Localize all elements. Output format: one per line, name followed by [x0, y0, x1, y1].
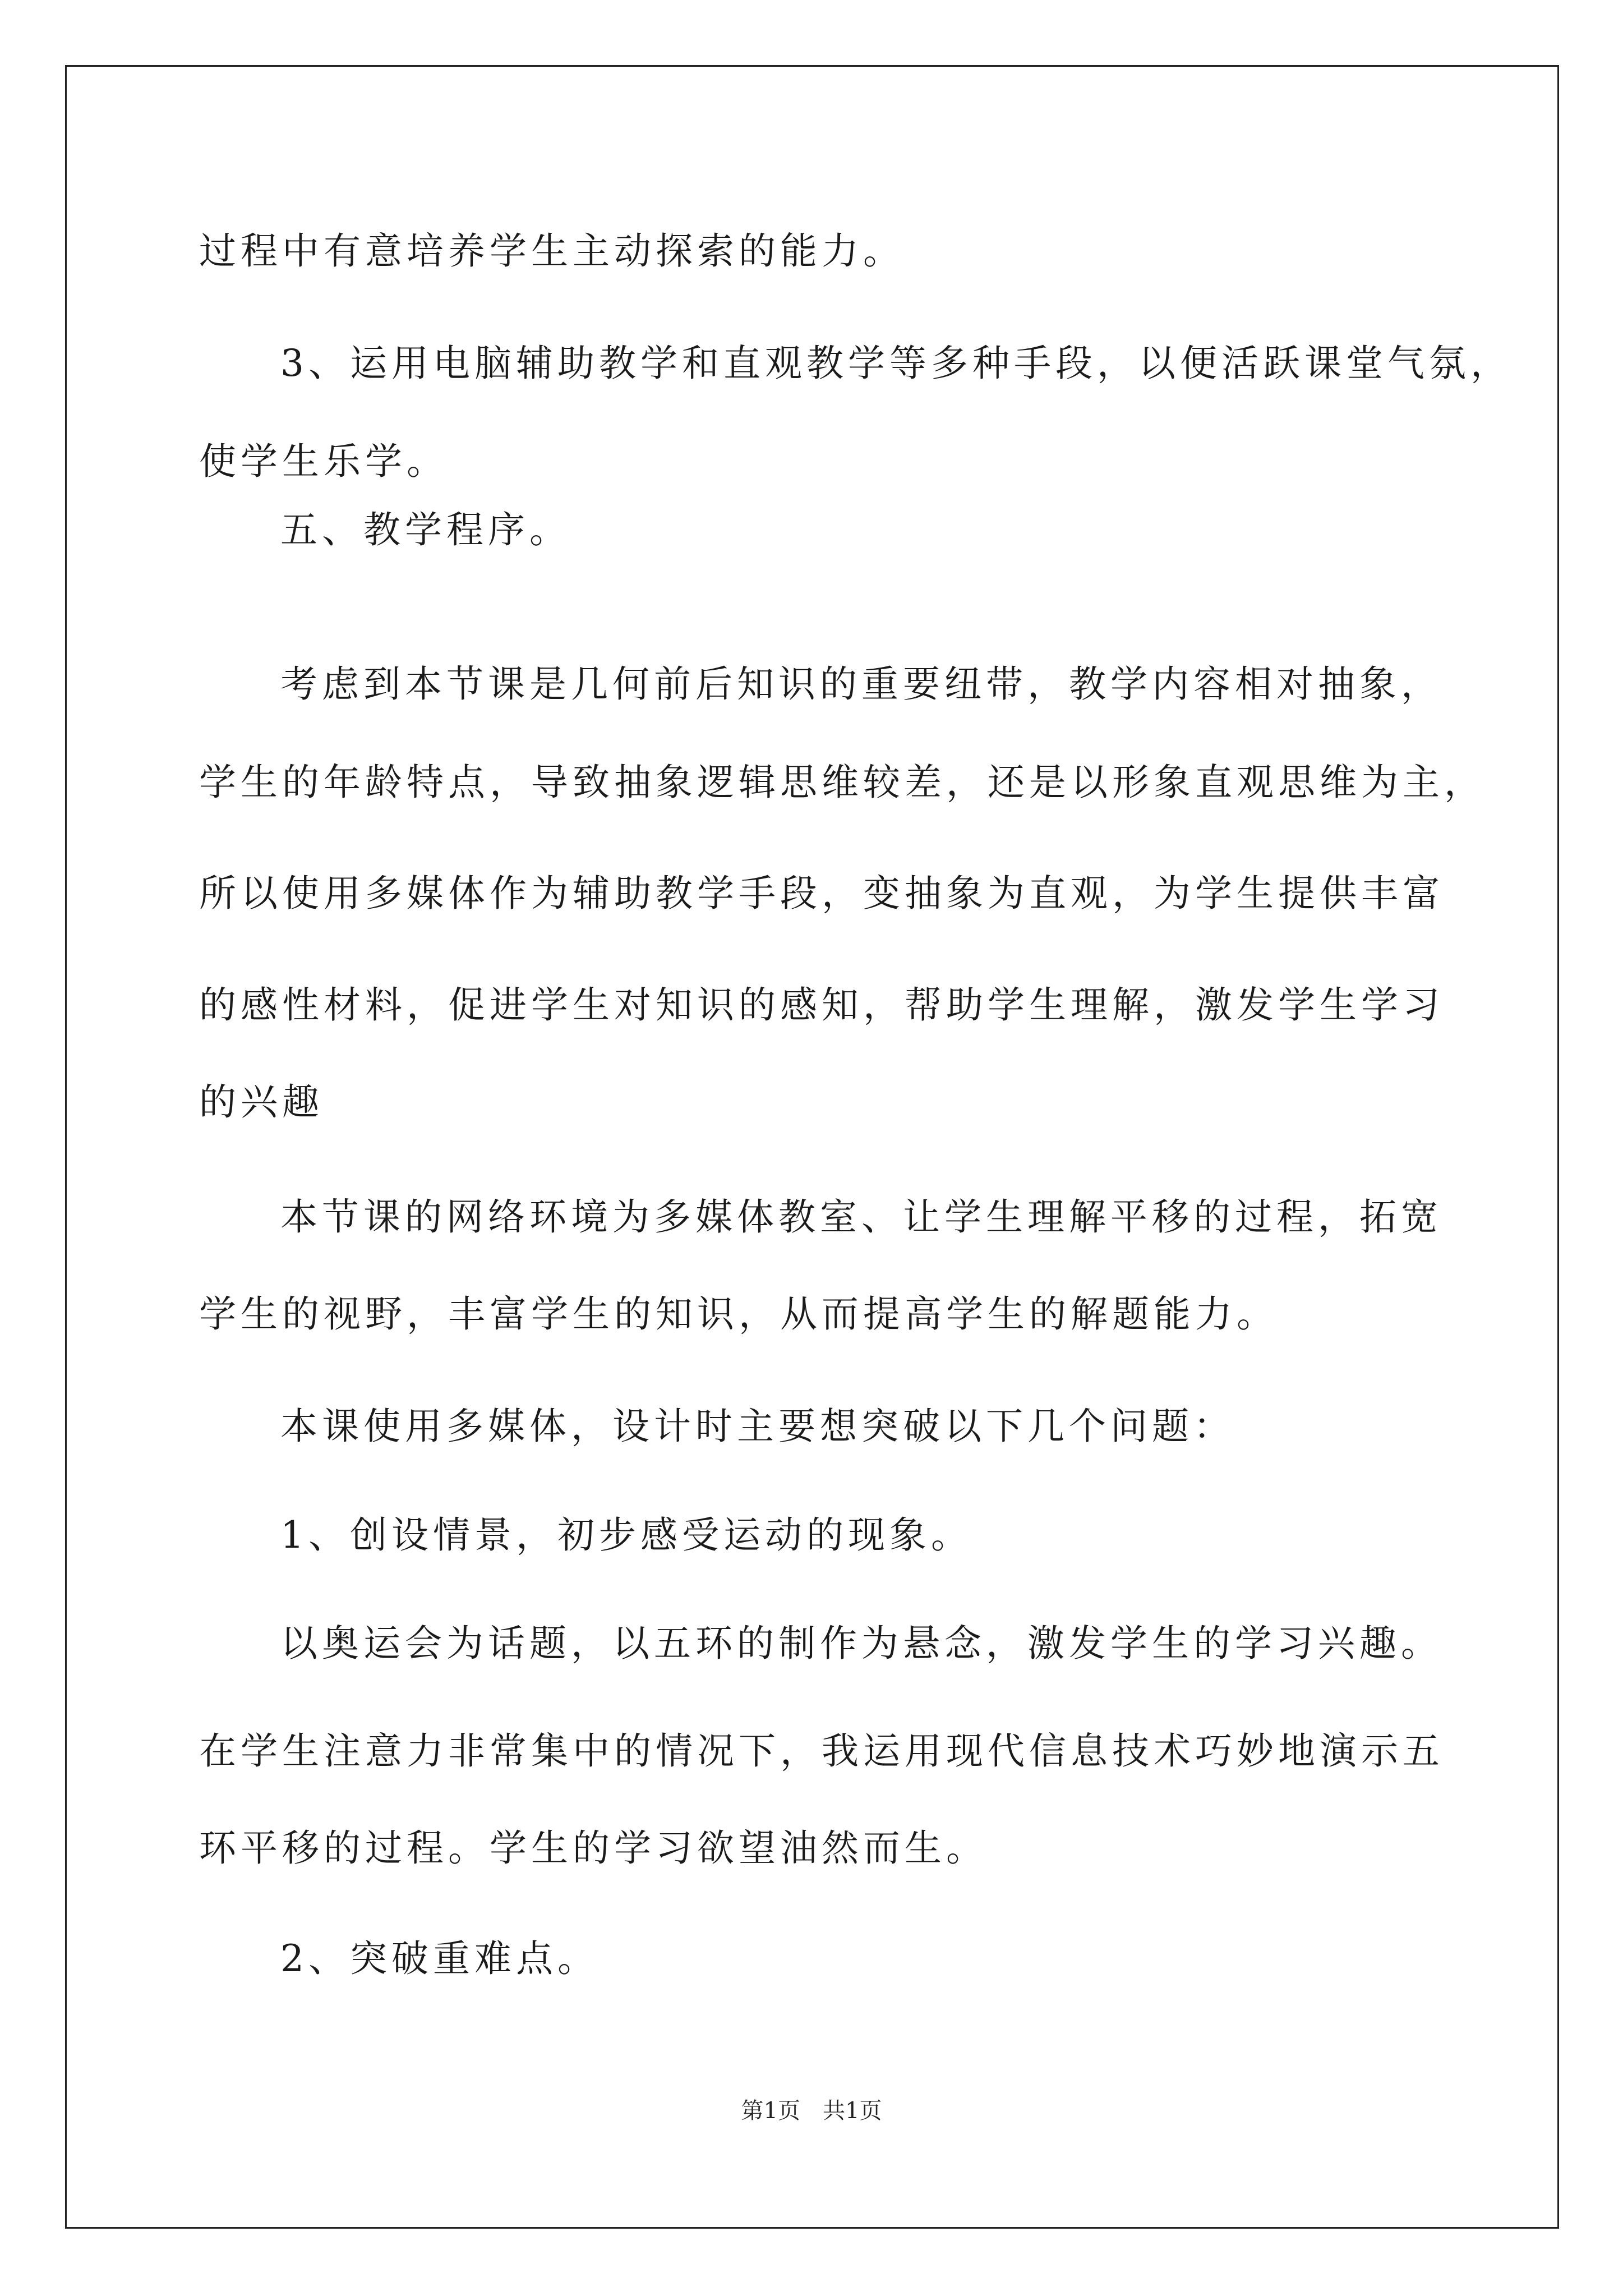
text-line: 本课使用多媒体，设计时主要想突破以下几个问题： — [280, 1405, 1235, 1448]
text-line: 学生的视野，丰富学生的知识，从而提高学生的解题能力。 — [199, 1292, 1278, 1336]
text-line: 1、创设情景，初步感受运动的现象。 — [280, 1513, 972, 1557]
page-footer: 第1页 共1页 — [741, 2098, 882, 2124]
text-line: 使学生乐学。 — [199, 440, 448, 483]
text-line: 2、突破重难点。 — [280, 1937, 599, 1980]
text-line: 所以使用多媒体作为辅助教学手段，变抽象为直观，为学生提供丰富 — [199, 872, 1444, 915]
text-line: 的兴趣 — [199, 1080, 324, 1124]
text-line: 学生的年龄特点，导致抽象逻辑思维较差，还是以形象直观思维为主， — [199, 761, 1486, 804]
text-line: 以奥运会为话题，以五环的制作为悬念，激发学生的学习兴趣。 — [280, 1622, 1442, 1665]
section-heading: 五、教学程序。 — [280, 508, 571, 551]
text-line: 本节课的网络环境为多媒体教室、让学生理解平移的过程，拓宽 — [280, 1195, 1442, 1239]
text-line: 的感性材料，促进学生对知识的感知，帮助学生理解，激发学生学习 — [199, 983, 1444, 1027]
text-line: 考虑到本节课是几何前后知识的重要纽带，教学内容相对抽象， — [280, 662, 1442, 706]
text-line: 3、运用电脑辅助教学和直观教学等多种手段，以便活跃课堂气氛， — [280, 342, 1512, 385]
text-line: 在学生注意力非常集中的情况下，我运用现代信息技术巧妙地演示五 — [199, 1729, 1444, 1773]
text-line: 环平移的过程。学生的学习欲望油然而生。 — [199, 1826, 988, 1870]
page-border — [65, 65, 1559, 2229]
text-line: 过程中有意培养学生主动探索的能力。 — [199, 229, 905, 273]
